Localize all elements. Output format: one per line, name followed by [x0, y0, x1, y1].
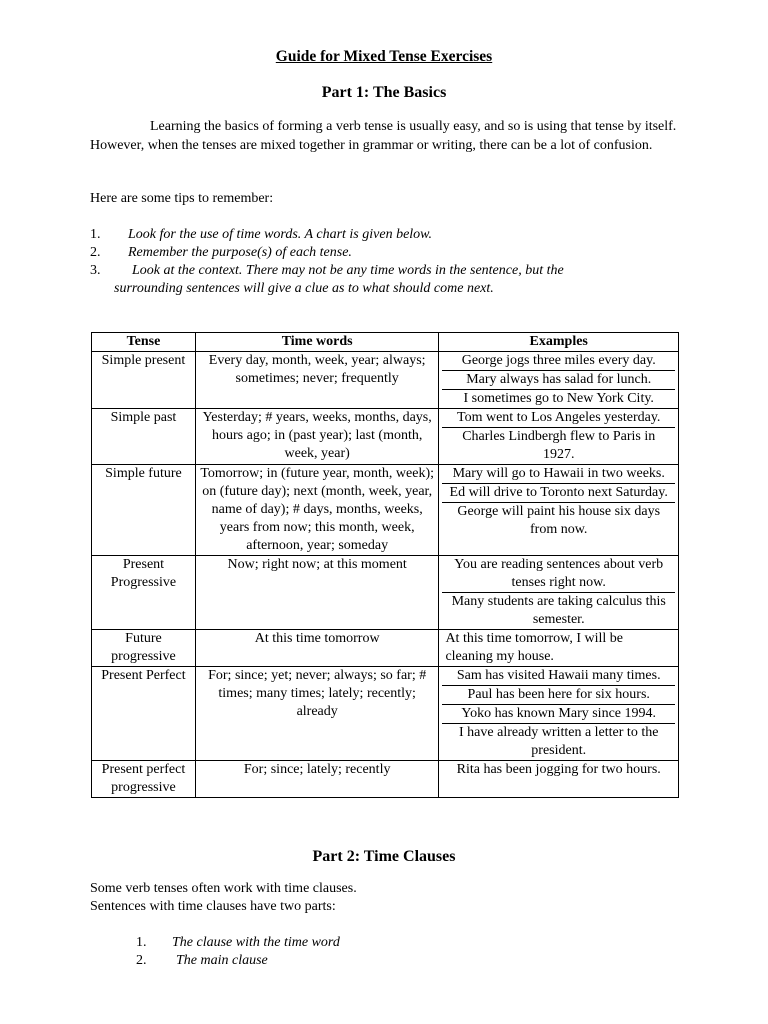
example-sentence: At this time tomorrow, I will be cleaning my house.	[445, 631, 624, 664]
example-sentence: George will paint his house six days from now.	[457, 504, 661, 537]
tense-cell: Simple present	[92, 352, 196, 409]
part2-item-number: 2.	[136, 953, 147, 968]
example-sentence: Mary will go to Hawaii in two weeks.	[442, 465, 675, 484]
column-header-tense: Tense	[92, 333, 196, 352]
tense-chart-table	[91, 332, 679, 798]
tip-text: Remember the purpose(s) of each tense.	[128, 245, 352, 260]
intro-paragraph: Learning the basics of forming a verb tense is usually easy, and so is using that tense by itself. However, when the tenses are mixed together in grammar or writing, there can be a lot of confusion.	[90, 119, 677, 153]
time-words-cell: For; since; yet; never; always; so far; # times; many times; lately; recently; already	[195, 667, 439, 761]
tense-cell: Future progressive	[92, 630, 196, 667]
table-row	[92, 465, 679, 556]
part2-list-item	[136, 952, 340, 970]
tips-intro: Here are some tips to remember:	[90, 191, 274, 206]
example-sentence: Rita has been jogging for two hours.	[456, 762, 661, 777]
example-sentence: Mary always has salad for lunch.	[442, 371, 675, 390]
part2-list	[136, 934, 340, 970]
table-row	[92, 667, 679, 761]
time-words-cell: Yesterday; # years, weeks, months, days, hours ago; in (past year); last (month, week, year)	[195, 409, 439, 465]
tense-cell: Present Perfect	[92, 667, 196, 761]
example-sentence: I have already written a letter to the president.	[459, 725, 659, 758]
example-sentence: Sam has visited Hawaii many times.	[442, 667, 675, 686]
tip-text: Look at the context. There may not be any time words in the sentence, but the	[132, 263, 564, 278]
part1-heading: Part 1: The Basics	[321, 84, 447, 101]
table-row	[92, 556, 679, 630]
part2-intro-line: Sentences with time clauses have two parts:	[90, 899, 336, 914]
tip-item	[90, 262, 690, 280]
table-row	[92, 761, 679, 798]
time-words-cell: Tomorrow; in (future year, month, week); on (future day); next (month, week, year, name of day); # days, months, weeks, years from now; this month, week, afternoon, year; someday	[195, 465, 439, 556]
tip-number: 1.	[90, 227, 101, 242]
tense-cell: Simple past	[92, 409, 196, 465]
tense-cell: Present Progressive	[92, 556, 196, 630]
tense-cell: Simple future	[92, 465, 196, 556]
tense-cell: Present perfect progressive	[92, 761, 196, 798]
examples-cell	[439, 761, 679, 798]
tip-number: 3.	[90, 263, 101, 278]
example-sentence: Charles Lindbergh flew to Paris in 1927.	[462, 429, 656, 462]
column-header-time-words: Time words	[195, 333, 439, 352]
example-sentence: Yoko has known Mary since 1994.	[442, 705, 675, 724]
example-sentence: You are reading sentences about verb tenses right now.	[442, 556, 675, 593]
table-row	[92, 409, 679, 465]
part2-heading: Part 2: Time Clauses	[312, 848, 456, 865]
document-title: Guide for Mixed Tense Exercises	[275, 48, 493, 65]
time-words-cell: For; since; lately; recently	[195, 761, 439, 798]
tip-item	[90, 226, 690, 244]
example-sentence: Many students are taking calculus this semester.	[451, 594, 666, 627]
part2-intro-line: Some verb tenses often work with time clauses.	[90, 881, 357, 896]
examples-cell	[439, 465, 679, 556]
example-sentence: George jogs three miles every day.	[442, 352, 675, 371]
part2-item-text: The main clause	[176, 953, 268, 968]
table-row	[92, 630, 679, 667]
tip-text-continued: surrounding sentences will give a clue as to what should come next.	[114, 281, 494, 296]
examples-cell	[439, 667, 679, 761]
tips-list	[90, 226, 690, 298]
part2-item-text: The clause with the time word	[172, 935, 340, 950]
example-sentence: I sometimes go to New York City.	[463, 391, 654, 406]
table-header-row	[92, 333, 679, 352]
examples-cell	[439, 630, 679, 667]
part2-item-number: 1.	[136, 935, 147, 950]
time-words-cell: At this time tomorrow	[195, 630, 439, 667]
column-header-examples: Examples	[439, 333, 679, 352]
table-row	[92, 352, 679, 409]
tip-text: Look for the use of time words. A chart is given below.	[128, 227, 432, 242]
tip-item	[90, 244, 690, 262]
example-sentence: Tom went to Los Angeles yesterday.	[442, 409, 675, 428]
examples-cell	[439, 409, 679, 465]
tip-number: 2.	[90, 245, 101, 260]
time-words-cell: Now; right now; at this moment	[195, 556, 439, 630]
examples-cell	[439, 352, 679, 409]
time-words-cell: Every day, month, week, year; always; sometimes; never; frequently	[195, 352, 439, 409]
part2-intro	[90, 880, 357, 916]
example-sentence: Ed will drive to Toronto next Saturday.	[442, 484, 675, 503]
example-sentence: Paul has been here for six hours.	[442, 686, 675, 705]
examples-cell	[439, 556, 679, 630]
part2-list-item	[136, 934, 340, 952]
